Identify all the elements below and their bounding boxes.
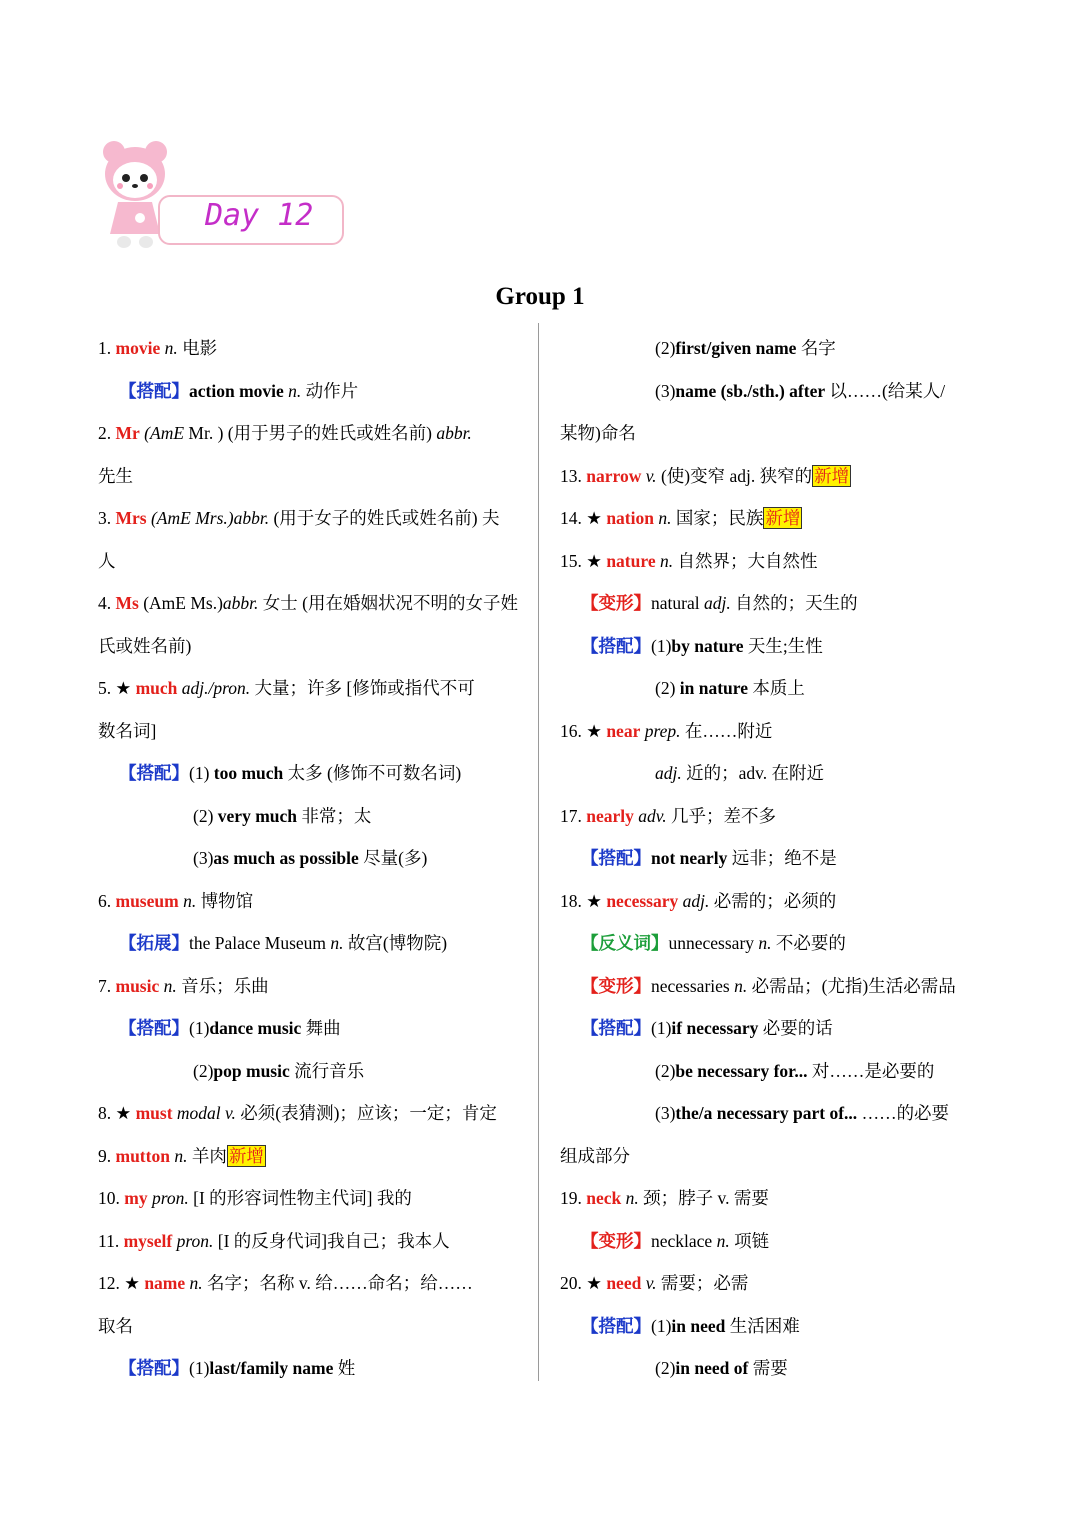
entry-line: 某物)命名 <box>560 423 636 443</box>
entry-line: 15. ★ nature n. 自然界；大自然性 <box>560 550 818 571</box>
column-divider <box>538 323 539 1381</box>
group-title: Group 1 <box>495 283 585 310</box>
entry-line: 【搭配】(1)dance music 舞曲 <box>119 1018 341 1038</box>
entry-line: 【搭配】not nearly 远非；绝不是 <box>581 848 837 868</box>
entry-line: 20. ★ need v. 需要；必需 <box>560 1273 749 1293</box>
left-column <box>98 327 530 1390</box>
entry-line: (2) very much 非常；太 <box>193 805 372 826</box>
entry-line: (3)as much as possible 尽量(多) <box>193 848 428 868</box>
entry-line: 【搭配】action movie n. 动作片 <box>119 380 359 401</box>
entry-line: 数名词] <box>98 720 157 741</box>
entry-line: 【变形】natural adj. 自然的；天生的 <box>581 593 858 613</box>
entry-line: 【搭配】(1)by nature 天生;生性 <box>581 635 823 656</box>
entry-line: 4. Ms (AmE Ms.)abbr. 女士 (用在婚姻状况不明的女子姓 <box>98 593 518 613</box>
entry-line: 氏或姓名前) <box>98 635 192 656</box>
entry-line: 组成部分 <box>560 1145 630 1166</box>
entry-line: 11. myself pron. [I 的反身代词]我自己；我本人 <box>98 1230 450 1251</box>
entry-line: (3)the/a necessary part of... ……的必要 <box>655 1103 950 1123</box>
entry-line: 9. mutton n. 羊肉 新增 <box>98 1145 264 1166</box>
day-header <box>100 138 350 256</box>
entry-line: 【搭配】(1)in need 生活困难 <box>581 1315 800 1336</box>
entry-line: 12. ★ name n. 名字；名称 v. 给……命名；给…… <box>98 1273 473 1293</box>
entry-line: 7. music n. 音乐；乐曲 <box>98 975 269 996</box>
entry-line: (2) in nature 本质上 <box>655 678 805 698</box>
entry-line: 14. ★ nation n. 国家；民族 新增 <box>560 508 801 528</box>
entry-line: 13. narrow v. (使)变窄 adj. 狭窄的 新增 <box>560 465 850 486</box>
entry-line: 18. ★ necessary adj. 必需的；必须的 <box>560 890 837 911</box>
entry-line: 【反义词】unnecessary n. 不必要的 <box>581 933 846 953</box>
entry-line: 人 <box>98 550 116 571</box>
new-badge: 新增 <box>765 508 801 528</box>
entry-line: 6. museum n. 博物馆 <box>98 890 254 911</box>
new-badge: 新增 <box>814 465 850 486</box>
entry-line: (3)name (sb./sth.) after 以……(给某人/ <box>655 380 946 401</box>
entry-line: 【拓展】the Palace Museum n. 故宫(博物院) <box>119 933 448 953</box>
entry-line: 【搭配】(1) too much 太多 (修饰不可数名词) <box>119 763 462 783</box>
entry-line: (2)pop music 流行音乐 <box>193 1060 365 1081</box>
entry-line: 17. nearly adv. 几乎；差不多 <box>560 805 776 826</box>
entry-line: (2)be necessary for... 对……是必要的 <box>655 1060 935 1081</box>
entry-line: adj. 近的；adv. 在附近 <box>655 763 825 783</box>
entry-line: (2)in need of 需要 <box>655 1358 788 1378</box>
entry-line: 19. neck n. 颈；脖子 v. 需要 <box>560 1188 769 1208</box>
entry-line: 【变形】necessaries n. 必需品；(尤指)生活必需品 <box>581 975 956 996</box>
entry-line: (2)first/given name 名字 <box>655 338 836 358</box>
entry-line: 3. Mrs (AmE Mrs.)abbr. (用于女子的姓氏或姓名前) 夫 <box>98 508 500 528</box>
new-badge: 新增 <box>228 1145 264 1166</box>
entry-line: 1. movie n. 电影 <box>98 338 218 358</box>
entry-line: 【变形】necklace n. 项链 <box>581 1230 770 1251</box>
entry-line: 8. ★ must modal v. 必须(表猜测)；应该；一定；肯定 <box>98 1103 497 1123</box>
entry-line: 【搭配】(1)if necessary 必要的话 <box>581 1018 833 1038</box>
right-column <box>560 327 990 1390</box>
entry-line: 先生 <box>98 465 133 486</box>
entry-line: 10. my pron. [I 的形容词性物主代词] 我的 <box>98 1188 412 1208</box>
entry-line: 16. ★ near prep. 在……附近 <box>560 720 773 741</box>
entry-line: 2. Mr (AmE Mr. ) (用于男子的姓氏或姓名前) abbr. <box>98 423 472 443</box>
entry-line: 5. ★ much adj./pron. 大量；许多 [修饰或指代不可 <box>98 678 475 698</box>
entry-line: 【搭配】(1)last/family name 姓 <box>119 1358 356 1378</box>
day-title: Day 12 <box>205 198 314 233</box>
entry-line: 取名 <box>98 1315 133 1336</box>
